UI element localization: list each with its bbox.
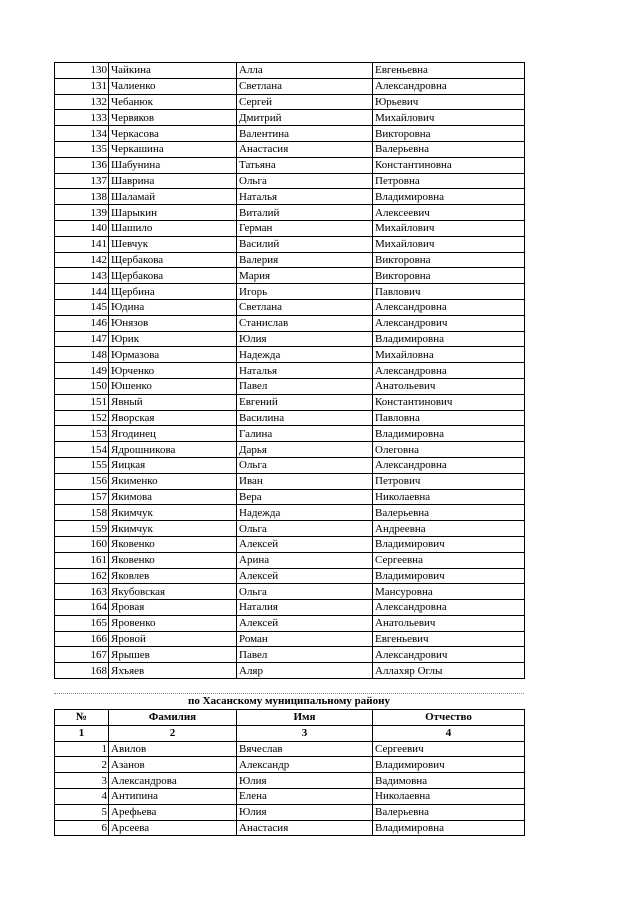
row-number: 164 xyxy=(55,600,109,616)
surname-cell: Щербакова xyxy=(109,268,237,284)
table-row xyxy=(55,600,525,616)
table-row xyxy=(55,773,525,789)
surname-cell: Яровой xyxy=(109,631,237,647)
row-number: 151 xyxy=(55,394,109,410)
surname-cell: Юрик xyxy=(109,331,237,347)
name-cell: Алла xyxy=(237,63,373,79)
table-row xyxy=(55,804,525,820)
table-row xyxy=(55,220,525,236)
patronymic-cell: Андреевна xyxy=(373,521,525,537)
row-number: 150 xyxy=(55,378,109,394)
table-row xyxy=(55,505,525,521)
table-row xyxy=(55,378,525,394)
table-row xyxy=(55,647,525,663)
surname-cell: Яковенко xyxy=(109,536,237,552)
table-row xyxy=(55,426,525,442)
surname-cell: Арефьева xyxy=(109,804,237,820)
name-cell: Вера xyxy=(237,489,373,505)
header-number: № xyxy=(55,710,109,726)
name-cell: Ольга xyxy=(237,457,373,473)
name-cell: Ольга xyxy=(237,173,373,189)
surname-cell: Юрченко xyxy=(109,363,237,379)
surname-cell: Якимчук xyxy=(109,505,237,521)
name-cell: Ольга xyxy=(237,584,373,600)
name-cell: Алексей xyxy=(237,568,373,584)
column-index-row xyxy=(55,725,525,741)
surname-cell: Чалиенко xyxy=(109,78,237,94)
name-cell: Сергей xyxy=(237,94,373,110)
row-number: 157 xyxy=(55,489,109,505)
name-cell: Анастасия xyxy=(237,141,373,157)
name-cell: Евгений xyxy=(237,394,373,410)
surname-cell: Яровая xyxy=(109,600,237,616)
table-row xyxy=(55,521,525,537)
name-cell: Иван xyxy=(237,473,373,489)
table-row xyxy=(55,189,525,205)
row-number: 1 xyxy=(55,741,109,757)
surname-cell: Черкашина xyxy=(109,141,237,157)
row-number: 168 xyxy=(55,663,109,679)
name-cell: Наталия xyxy=(237,600,373,616)
row-number: 143 xyxy=(55,268,109,284)
row-number: 146 xyxy=(55,315,109,331)
table-row xyxy=(55,442,525,458)
table-row xyxy=(55,615,525,631)
row-number: 5 xyxy=(55,804,109,820)
name-cell: Татьяна xyxy=(237,157,373,173)
patronymic-cell: Александрович xyxy=(373,647,525,663)
surname-cell: Яковенко xyxy=(109,552,237,568)
name-cell: Надежда xyxy=(237,505,373,521)
patronymic-cell: Владимировна xyxy=(373,426,525,442)
section-title: по Хасанскому муниципальному району xyxy=(54,693,524,709)
patronymic-cell: Анатольевич xyxy=(373,378,525,394)
table-row xyxy=(55,173,525,189)
header-row xyxy=(55,710,525,726)
table-row xyxy=(55,394,525,410)
surname-cell: Яхъяев xyxy=(109,663,237,679)
surname-cell: Якимчук xyxy=(109,521,237,537)
patronymic-cell: Владимирович xyxy=(373,757,525,773)
patronymic-cell: Сергеевна xyxy=(373,552,525,568)
row-number: 138 xyxy=(55,189,109,205)
surname-cell: Арсеева xyxy=(109,820,237,836)
patronymic-cell: Александровна xyxy=(373,363,525,379)
patronymic-cell: Викторовна xyxy=(373,252,525,268)
table-row xyxy=(55,552,525,568)
patronymic-cell: Петрович xyxy=(373,473,525,489)
table-row xyxy=(55,141,525,157)
name-cell: Дарья xyxy=(237,442,373,458)
patronymic-cell: Николаевна xyxy=(373,788,525,804)
row-number: 155 xyxy=(55,457,109,473)
patronymic-cell: Александровна xyxy=(373,457,525,473)
row-number: 130 xyxy=(55,63,109,79)
patronymic-cell: Владимирович xyxy=(373,568,525,584)
name-cell: Ольга xyxy=(237,521,373,537)
surname-cell: Ягодинец xyxy=(109,426,237,442)
table-row xyxy=(55,157,525,173)
row-number: 154 xyxy=(55,442,109,458)
patronymic-cell: Викторовна xyxy=(373,268,525,284)
name-cell: Елена xyxy=(237,788,373,804)
row-number: 149 xyxy=(55,363,109,379)
name-cell: Игорь xyxy=(237,284,373,300)
row-number: 162 xyxy=(55,568,109,584)
patronymic-cell: Павлович xyxy=(373,284,525,300)
surname-cell: Черкасова xyxy=(109,126,237,142)
name-cell: Вячеслав xyxy=(237,741,373,757)
table-row xyxy=(55,299,525,315)
row-number: 156 xyxy=(55,473,109,489)
row-number: 161 xyxy=(55,552,109,568)
row-number: 140 xyxy=(55,220,109,236)
row-number: 132 xyxy=(55,94,109,110)
surname-cell: Якимова xyxy=(109,489,237,505)
row-number: 141 xyxy=(55,236,109,252)
row-number: 147 xyxy=(55,331,109,347)
row-number: 145 xyxy=(55,299,109,315)
row-number: 6 xyxy=(55,820,109,836)
participants-table-continued xyxy=(54,62,525,679)
patronymic-cell: Владимирович xyxy=(373,536,525,552)
surname-cell: Юнязов xyxy=(109,315,237,331)
patronymic-cell: Евгеньевич xyxy=(373,631,525,647)
name-cell: Валерия xyxy=(237,252,373,268)
table-row xyxy=(55,820,525,836)
row-number: 159 xyxy=(55,521,109,537)
table-row xyxy=(55,110,525,126)
table-row xyxy=(55,331,525,347)
surname-cell: Щербина xyxy=(109,284,237,300)
header-patronymic: Отчество xyxy=(373,710,525,726)
patronymic-cell: Валерьевна xyxy=(373,804,525,820)
patronymic-cell: Александрович xyxy=(373,315,525,331)
name-cell: Надежда xyxy=(237,347,373,363)
name-cell: Василий xyxy=(237,236,373,252)
surname-cell: Яворская xyxy=(109,410,237,426)
khasansky-district-table xyxy=(54,709,525,836)
patronymic-cell: Сергеевич xyxy=(373,741,525,757)
surname-cell: Червяков xyxy=(109,110,237,126)
patronymic-cell: Павловна xyxy=(373,410,525,426)
surname-cell: Юрмазова xyxy=(109,347,237,363)
row-number: 3 xyxy=(55,773,109,789)
surname-cell: Якименко xyxy=(109,473,237,489)
surname-cell: Явный xyxy=(109,394,237,410)
row-number: 4 xyxy=(55,788,109,804)
row-number: 2 xyxy=(55,757,109,773)
table-row xyxy=(55,252,525,268)
table-row xyxy=(55,663,525,679)
patronymic-cell: Александровна xyxy=(373,299,525,315)
patronymic-cell: Александровна xyxy=(373,600,525,616)
name-cell: Александр xyxy=(237,757,373,773)
name-cell: Арина xyxy=(237,552,373,568)
surname-cell: Александрова xyxy=(109,773,237,789)
patronymic-cell: Александровна xyxy=(373,78,525,94)
table-row xyxy=(55,94,525,110)
patronymic-cell: Константинович xyxy=(373,394,525,410)
table-row xyxy=(55,78,525,94)
table-row xyxy=(55,63,525,79)
name-cell: Галина xyxy=(237,426,373,442)
name-cell: Алексей xyxy=(237,536,373,552)
table-row xyxy=(55,457,525,473)
row-number: 136 xyxy=(55,157,109,173)
row-number: 163 xyxy=(55,584,109,600)
surname-cell: Шевчук xyxy=(109,236,237,252)
row-number: 166 xyxy=(55,631,109,647)
patronymic-cell: Мансуровна xyxy=(373,584,525,600)
patronymic-cell: Михайлович xyxy=(373,220,525,236)
surname-cell: Чебанюк xyxy=(109,94,237,110)
name-cell: Станислав xyxy=(237,315,373,331)
row-number: 144 xyxy=(55,284,109,300)
name-cell: Павел xyxy=(237,647,373,663)
row-number: 167 xyxy=(55,647,109,663)
name-cell: Дмитрий xyxy=(237,110,373,126)
name-cell: Павел xyxy=(237,378,373,394)
patronymic-cell: Константиновна xyxy=(373,157,525,173)
name-cell: Виталий xyxy=(237,205,373,221)
table-row xyxy=(55,788,525,804)
table-row xyxy=(55,741,525,757)
patronymic-cell: Владимировна xyxy=(373,189,525,205)
row-number: 148 xyxy=(55,347,109,363)
row-number: 160 xyxy=(55,536,109,552)
row-number: 153 xyxy=(55,426,109,442)
table-row xyxy=(55,536,525,552)
name-cell: Герман xyxy=(237,220,373,236)
patronymic-cell: Алексеевич xyxy=(373,205,525,221)
surname-cell: Яковлев xyxy=(109,568,237,584)
table-row xyxy=(55,584,525,600)
surname-cell: Чайкина xyxy=(109,63,237,79)
patronymic-cell: Олеговна xyxy=(373,442,525,458)
name-cell: Василина xyxy=(237,410,373,426)
table-row xyxy=(55,568,525,584)
surname-cell: Юшенко xyxy=(109,378,237,394)
header-name: Имя xyxy=(237,710,373,726)
name-cell: Роман xyxy=(237,631,373,647)
table-row xyxy=(55,205,525,221)
row-number: 165 xyxy=(55,615,109,631)
row-number: 137 xyxy=(55,173,109,189)
row-number: 134 xyxy=(55,126,109,142)
surname-cell: Яровенко xyxy=(109,615,237,631)
patronymic-cell: Владимировна xyxy=(373,820,525,836)
name-cell: Валентина xyxy=(237,126,373,142)
name-cell: Юлия xyxy=(237,331,373,347)
header-surname: Фамилия xyxy=(109,710,237,726)
surname-cell: Шаврина xyxy=(109,173,237,189)
row-number: 158 xyxy=(55,505,109,521)
surname-cell: Авилов xyxy=(109,741,237,757)
patronymic-cell: Викторовна xyxy=(373,126,525,142)
patronymic-cell: Валерьевна xyxy=(373,505,525,521)
row-number: 142 xyxy=(55,252,109,268)
patronymic-cell: Вадимовна xyxy=(373,773,525,789)
surname-cell: Антипина xyxy=(109,788,237,804)
table-row xyxy=(55,410,525,426)
name-cell: Наталья xyxy=(237,363,373,379)
patronymic-cell: Михайлович xyxy=(373,236,525,252)
surname-cell: Шаламай xyxy=(109,189,237,205)
column-index: 2 xyxy=(109,725,237,741)
name-cell: Аляр xyxy=(237,663,373,679)
column-index: 4 xyxy=(373,725,525,741)
patronymic-cell: Владимировна xyxy=(373,331,525,347)
name-cell: Юлия xyxy=(237,773,373,789)
surname-cell: Якубовская xyxy=(109,584,237,600)
table-row xyxy=(55,363,525,379)
table-row xyxy=(55,268,525,284)
table-row xyxy=(55,631,525,647)
participants-table-body xyxy=(55,63,525,679)
table-row xyxy=(55,284,525,300)
surname-cell: Азанов xyxy=(109,757,237,773)
table-row xyxy=(55,347,525,363)
row-number: 133 xyxy=(55,110,109,126)
name-cell: Алексей xyxy=(237,615,373,631)
table-row xyxy=(55,757,525,773)
surname-cell: Шарыкин xyxy=(109,205,237,221)
patronymic-cell: Анатольевич xyxy=(373,615,525,631)
row-number: 152 xyxy=(55,410,109,426)
table-row xyxy=(55,489,525,505)
surname-cell: Ярышев xyxy=(109,647,237,663)
patronymic-cell: Николаевна xyxy=(373,489,525,505)
row-number: 135 xyxy=(55,141,109,157)
surname-cell: Юдина xyxy=(109,299,237,315)
row-number: 139 xyxy=(55,205,109,221)
patronymic-cell: Петровна xyxy=(373,173,525,189)
surname-cell: Яицкая xyxy=(109,457,237,473)
table-row xyxy=(55,126,525,142)
row-number: 131 xyxy=(55,78,109,94)
name-cell: Светлана xyxy=(237,299,373,315)
surname-cell: Ядрошникова xyxy=(109,442,237,458)
table-row xyxy=(55,315,525,331)
name-cell: Наталья xyxy=(237,189,373,205)
table-row xyxy=(55,236,525,252)
name-cell: Анастасия xyxy=(237,820,373,836)
patronymic-cell: Михайлович xyxy=(373,110,525,126)
patronymic-cell: Михайловна xyxy=(373,347,525,363)
patronymic-cell: Валерьевна xyxy=(373,141,525,157)
patronymic-cell: Юрьевич xyxy=(373,94,525,110)
surname-cell: Шабунина xyxy=(109,157,237,173)
name-cell: Светлана xyxy=(237,78,373,94)
name-cell: Мария xyxy=(237,268,373,284)
surname-cell: Щербакова xyxy=(109,252,237,268)
patronymic-cell: Евгеньевна xyxy=(373,63,525,79)
patronymic-cell: Аллахяр Оглы xyxy=(373,663,525,679)
column-index: 1 xyxy=(55,725,109,741)
column-index: 3 xyxy=(237,725,373,741)
surname-cell: Шашило xyxy=(109,220,237,236)
name-cell: Юлия xyxy=(237,804,373,820)
table-row xyxy=(55,473,525,489)
khasansky-table-body xyxy=(55,741,525,836)
